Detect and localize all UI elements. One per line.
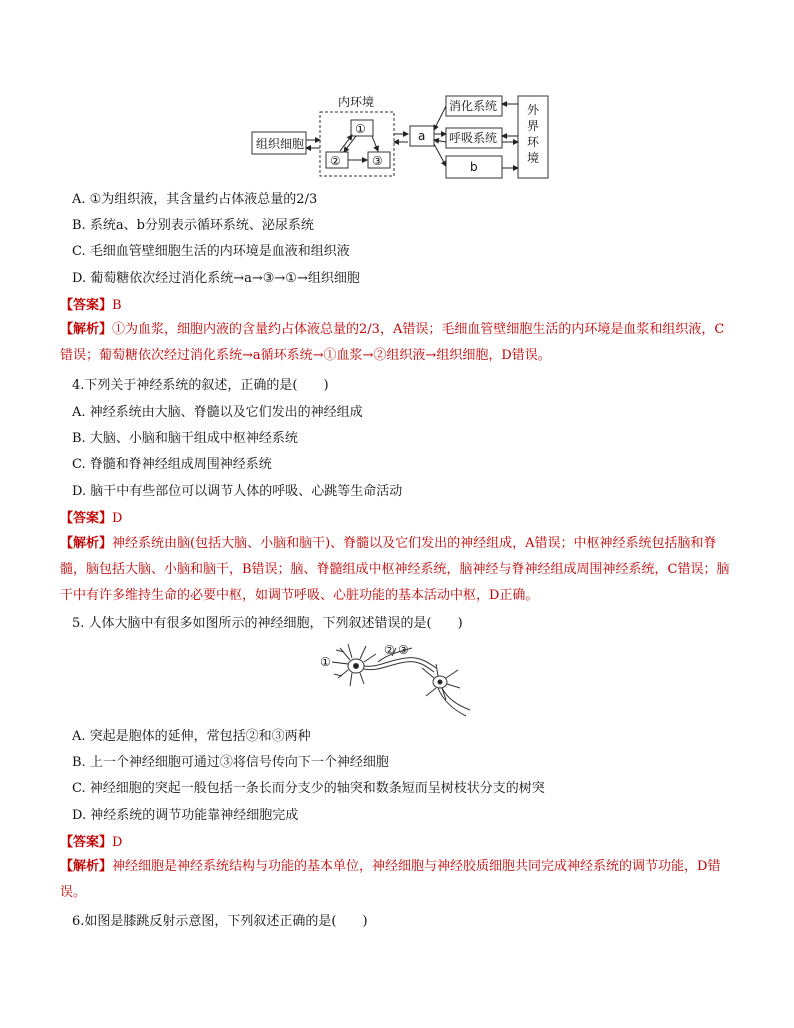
external-label-4: 境: [527, 151, 540, 165]
q5-option-b: B. 上一个神经细胞可通过③将信号传向下一个神经细胞: [72, 755, 389, 770]
external-label-3: 环: [527, 135, 540, 149]
neuron-label-3: ③: [398, 643, 409, 657]
q5-answer: [60, 833, 122, 853]
neuron-label-1: ①: [320, 655, 331, 669]
answer-value: D: [112, 511, 123, 526]
tissue-cell-label: 组织细胞: [256, 137, 305, 151]
q3-option-d: D. 葡萄糖依次经过消化系统→a→③→①→组织细胞: [72, 271, 360, 286]
neuron-label-2: ②: [384, 643, 395, 657]
q4-stem: 4.下列关于神经系统的叙述，正确的是( ): [72, 378, 329, 393]
q4-option-d: D. 脑干中有些部位可以调节人体的呼吸、心跳等生命活动: [72, 484, 403, 499]
q3-option-a: A. ①为组织液，其含量约占体液总量的2/3: [72, 192, 318, 207]
respiratory-label: 呼吸系统: [449, 131, 498, 145]
answer-tag: 【答案】: [60, 298, 113, 313]
analysis-text: 神经细胞是神经系统结构与功能的基本单位，神经细胞与神经胶质细胞共同完成神经系统的调节功能，D错误。: [60, 859, 721, 900]
q3-answer: [60, 296, 122, 316]
neuron-diagram: [318, 638, 478, 720]
q6-stem: 6.如图是膝跳反射示意图，下列叙述正确的是( ): [72, 914, 368, 929]
digestive-label: 消化系统: [449, 99, 498, 113]
q5-option-a: A. 突起是胞体的延伸，常包括②和③两种: [72, 729, 311, 744]
q4-analysis: [60, 531, 732, 609]
q5-option-c: C. 神经细胞的突起一般包括一条长而分支少的轴突和数条短而呈树枝状分支的树突: [72, 781, 545, 796]
q5-analysis: [60, 854, 732, 906]
neuron-axon-terminal: [422, 664, 470, 716]
circle2-label: ②: [330, 154, 341, 168]
box-b-label: b: [470, 160, 478, 174]
q4-answer: [60, 509, 122, 529]
analysis-text: 神经系统由脑(包括大脑、小脑和脑干)、脊髓以及它们发出的神经组成，A错误；中枢神经系统包括脑和脊髓，脑包括大脑、小脑和脑干，B错误；脑、脊髓组成中枢神经系统，脑神经与脊神经组成周围神经系统，C错误；脑干中有许多维持生命的必要中枢，如调节呼吸、心脏功能的基本活动中枢，D正确。: [60, 536, 730, 603]
q3-option-c: C. 毛细血管壁细胞生活的内环境是血液和组织液: [72, 244, 350, 259]
analysis-text: ①为血浆，细胞内液的含量约占体液总量的2/3，A错误；毛细血管壁细胞生活的内环境是血浆和组织液，C错误；葡萄糖依次经过消化系统→a循环系统→①血浆→②组织液→组织细胞，D错误。: [60, 322, 725, 363]
circle3-label: ③: [372, 154, 383, 168]
q3-analysis: [60, 317, 732, 369]
circle1-label: ①: [355, 122, 366, 136]
q3-option-b: B. 系统a、b分别表示循环系统、泌尿系统: [72, 218, 314, 233]
answer-value: B: [112, 298, 122, 313]
analysis-tag: 【解析】: [60, 322, 113, 337]
q4-option-c: C. 脊髓和脊神经组成周围神经系统: [72, 457, 272, 472]
answer-tag: 【答案】: [60, 511, 113, 526]
internal-environment-diagram: [248, 92, 558, 184]
answer-tag: 【答案】: [60, 835, 113, 850]
box-a-label: a: [418, 129, 426, 143]
external-label-1: 外: [527, 103, 540, 117]
q4-option-a: A. 神经系统由大脑、脊髓以及它们发出的神经组成: [72, 405, 363, 420]
analysis-tag: 【解析】: [60, 859, 113, 874]
inner-env-label: 内环境: [338, 95, 375, 109]
q5-option-d: D. 神经系统的调节功能靠神经细胞完成: [72, 808, 299, 823]
analysis-tag: 【解析】: [60, 536, 113, 551]
answer-value: D: [112, 835, 123, 850]
q4-option-b: B. 大脑、小脑和脑干组成中枢神经系统: [72, 431, 298, 446]
external-label-2: 界: [527, 119, 540, 133]
q5-stem: 5. 人体大脑中有很多如图所示的神经细胞，下列叙述错误的是( ): [72, 616, 463, 631]
